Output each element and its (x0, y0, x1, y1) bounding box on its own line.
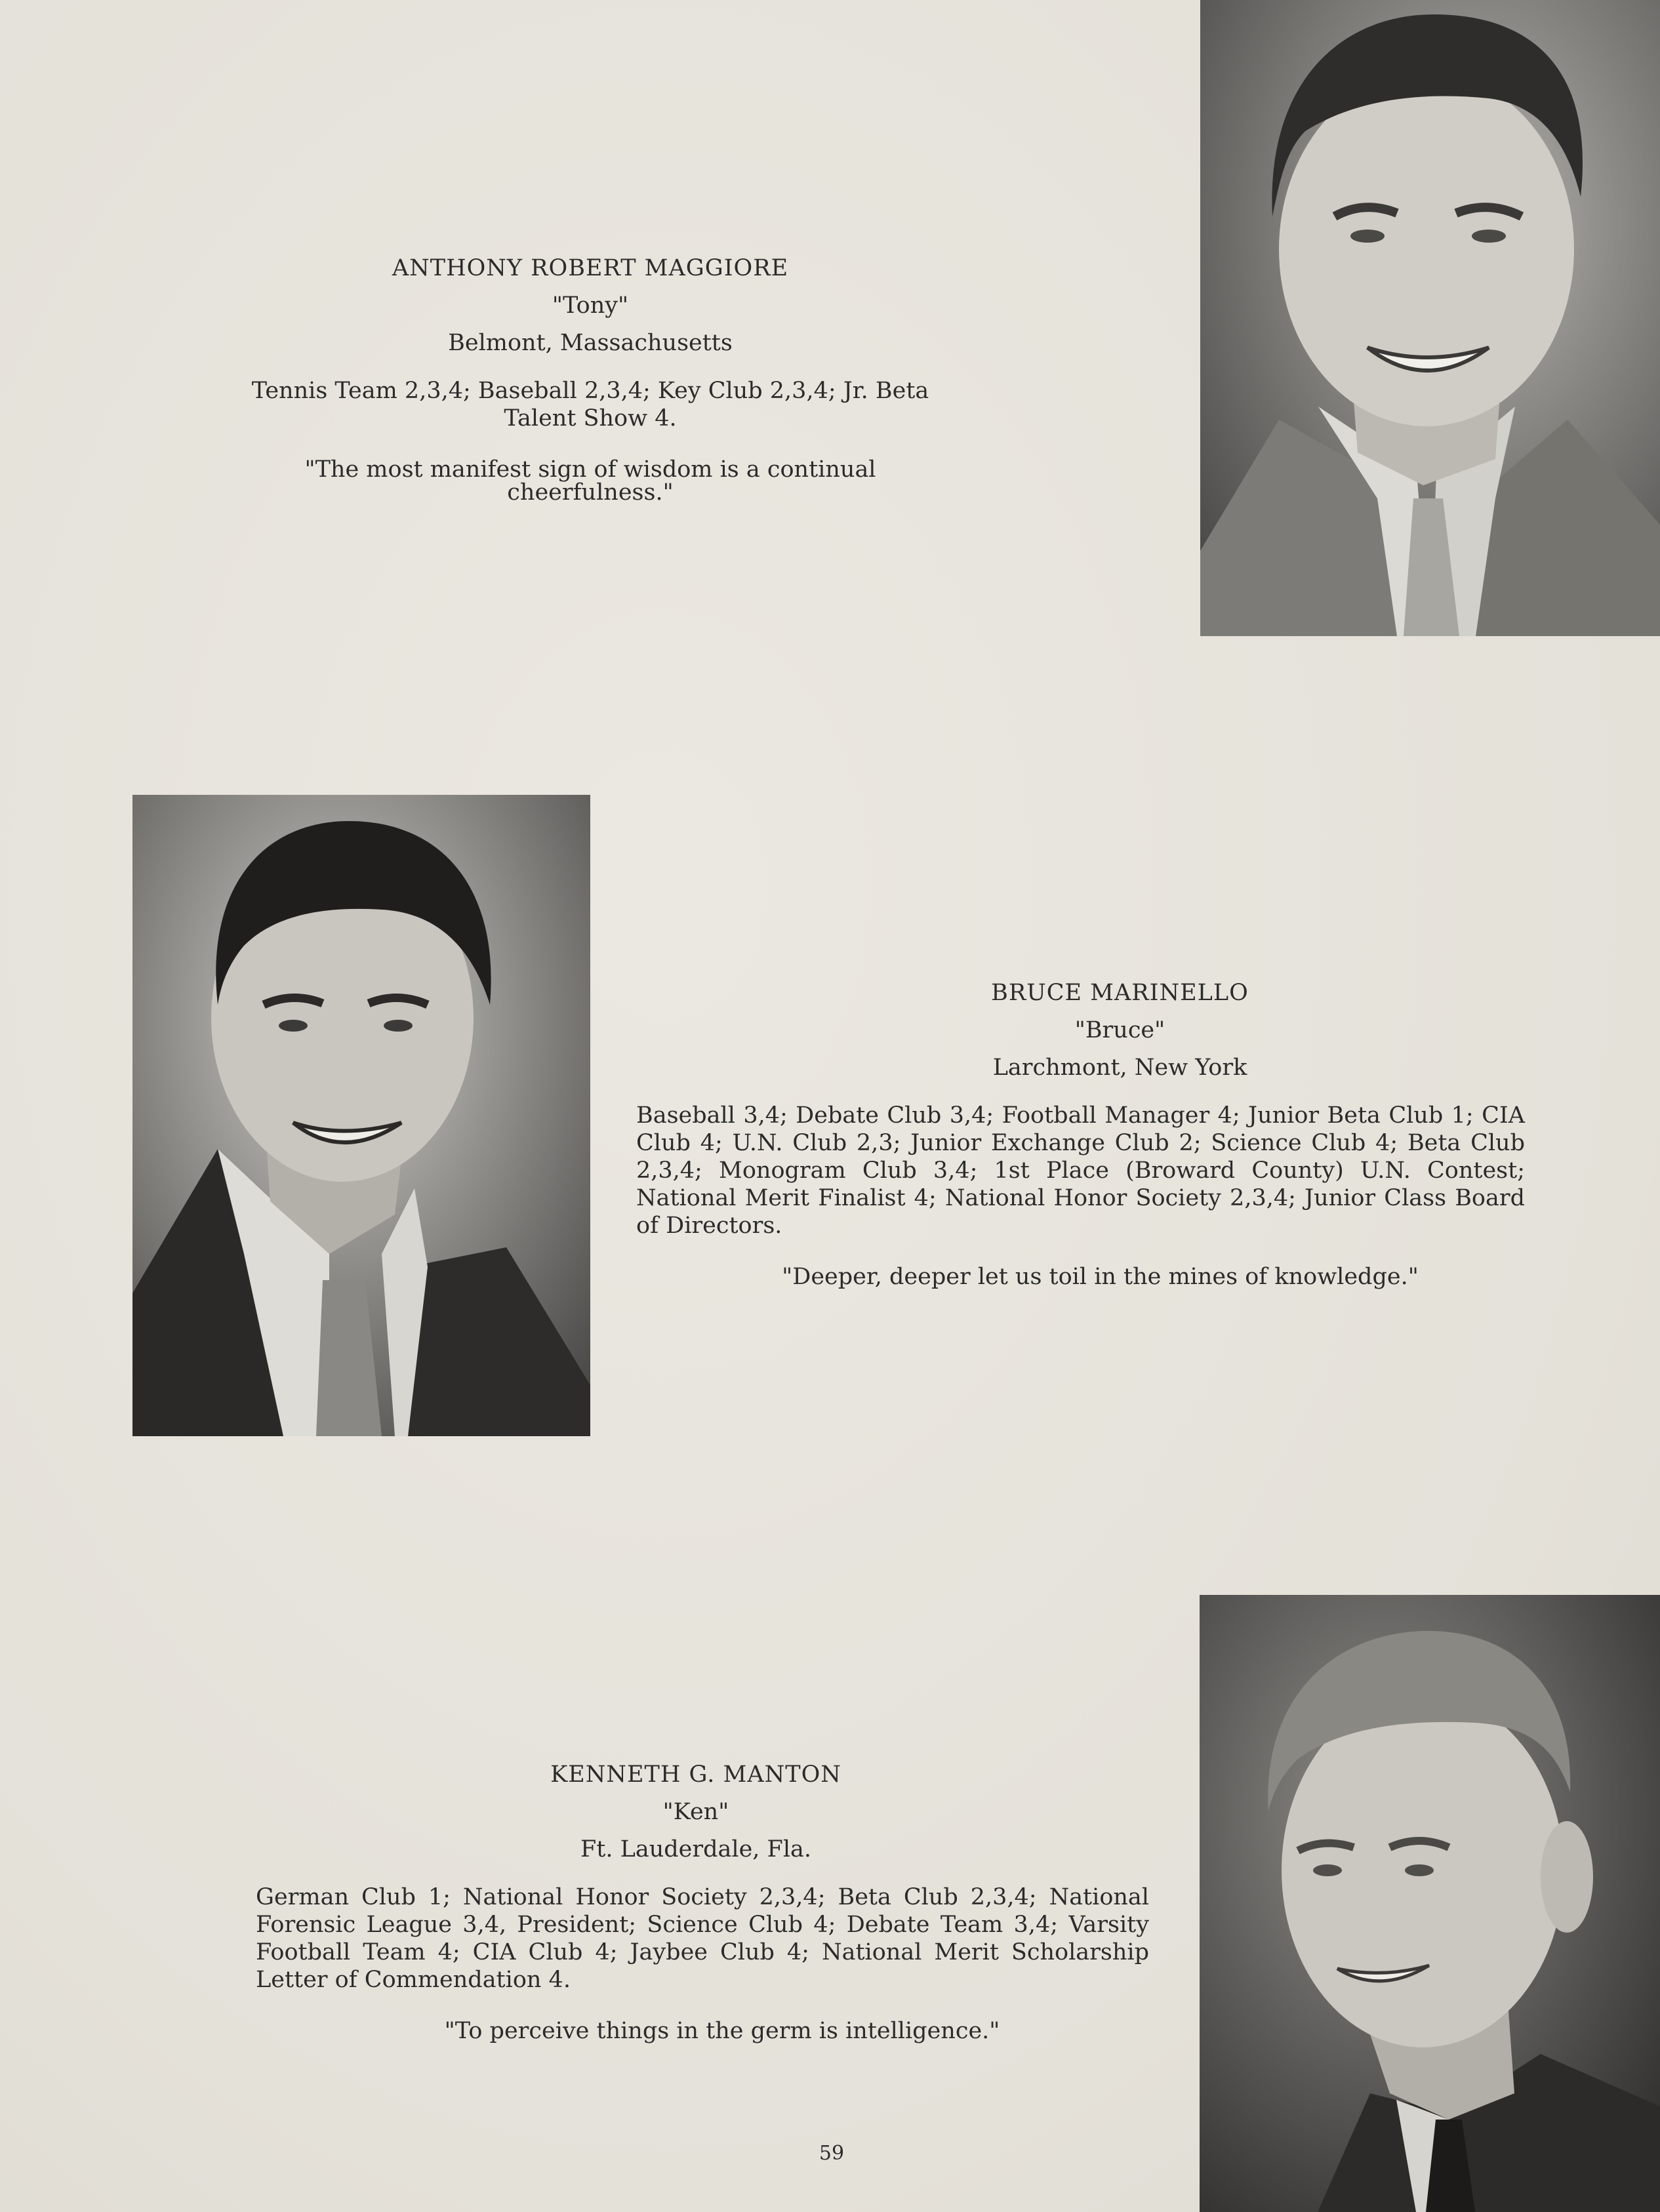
student-nickname: "Tony" (552, 292, 629, 319)
student-name: ANTHONY ROBERT MAGGIORE (392, 255, 789, 281)
student-entry-manton (256, 1763, 1149, 2043)
student-name: BRUCE MARINELLO (991, 980, 1249, 1006)
student-hometown: Larchmont, New York (992, 1055, 1247, 1081)
student-quote: "Deeper, deeper let us toil in the mines of knowledge." (782, 1264, 1419, 1290)
student-quote: "The most manifest sign of wisdom is a continual cheerfulness." (304, 456, 876, 506)
student-activities: Baseball 3,4; Debate Club 3,4; Football Manager 4; Junior Beta Club 1; CIA Club 4; U.N. Club 2,3; Junior Exchange Club 2; Science Club 4; Beta Club 2,3,4; Monogram Club 3,4; 1st Place (Broward County) U.N. Contest; National Merit Finalist 4; National Honor Society 2,3,4; Junior Class Board of Directors. (636, 1102, 1525, 1239)
student-name: KENNETH G. MANTON (550, 1761, 841, 1788)
student-activities: Tennis Team 2,3,4; Baseball 2,3,4; Key Club 2,3,4; Jr. Beta Talent Show 4. (251, 378, 929, 432)
page-number: 59 (819, 2142, 845, 2165)
student-nickname: "Ken" (662, 1799, 729, 1825)
portrait-photo-manton (1200, 1595, 1660, 2212)
student-quote: "To perceive things in the germ is intelligence." (444, 2018, 1000, 2044)
student-entry-marinello (636, 982, 1525, 1289)
portrait-photo-maggiore (1200, 0, 1660, 636)
student-hometown: Belmont, Massachusetts (448, 330, 733, 356)
student-hometown: Ft. Lauderdale, Fla. (580, 1836, 811, 1862)
portrait-photo-marinello (132, 795, 590, 1436)
student-nickname: "Bruce" (1074, 1017, 1165, 1043)
student-activities: German Club 1; National Honor Society 2,3,4; Beta Club 2,3,4; National Forensic League 3,4, President; Science Club 4; Debate Team 3,4; Varsity Football Team 4; CIA Club 4; Jaybee Club 4; National Merit Scholarship Letter of Commendation 4. (256, 1884, 1149, 1993)
student-entry-maggiore (251, 255, 929, 506)
